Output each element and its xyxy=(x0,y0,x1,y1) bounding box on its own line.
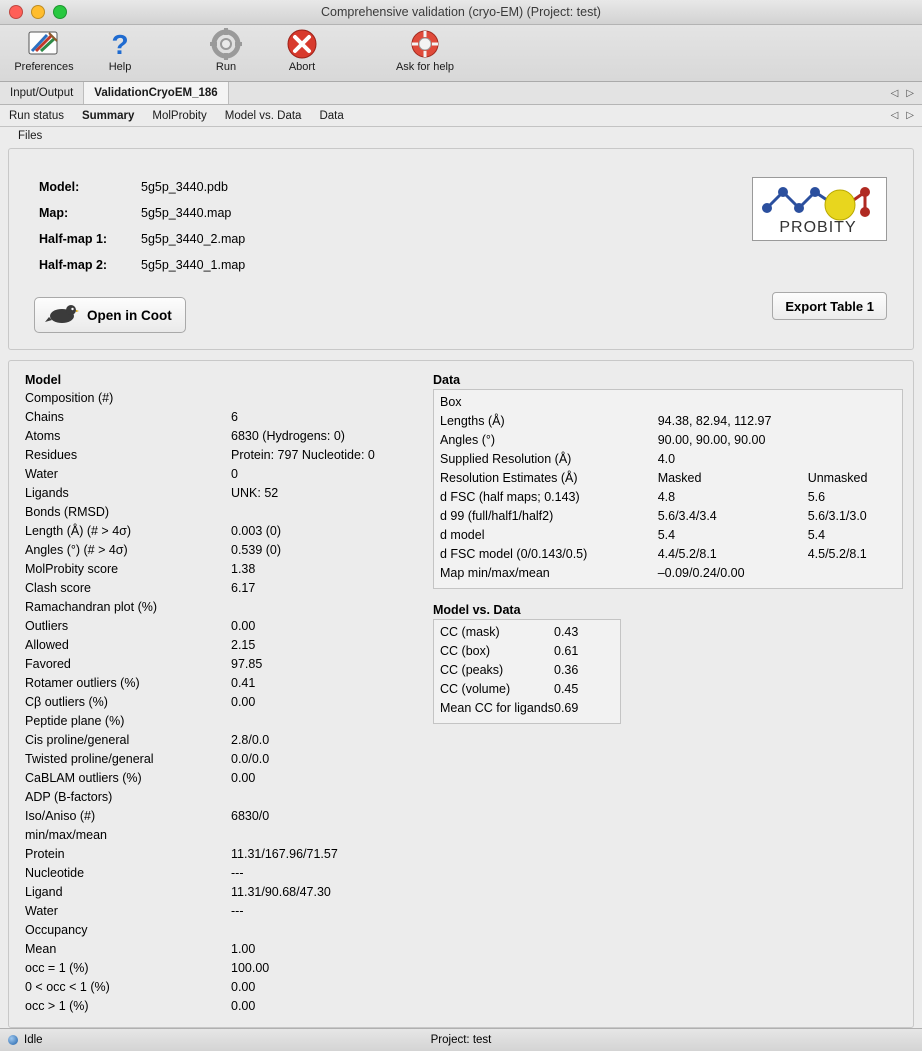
run-button[interactable] xyxy=(188,25,264,82)
model-label: Peptide plane (%) xyxy=(25,714,125,728)
model-value xyxy=(231,712,431,731)
model-value: 0.003 (0) xyxy=(231,524,282,538)
table-row xyxy=(25,617,431,636)
model-label: Water xyxy=(25,904,58,918)
model-label: Residues xyxy=(25,448,78,462)
inner-tab-arrows[interactable] xyxy=(891,105,922,126)
data-label: Resolution Estimates (Å) xyxy=(440,471,578,485)
table-row xyxy=(25,864,431,883)
data-label: d model xyxy=(440,528,485,542)
status-text: Idle xyxy=(24,1034,43,1046)
data-value-unmasked xyxy=(808,450,896,469)
coot-bird-icon xyxy=(45,303,79,328)
model-label: Ramachandran plot (%) xyxy=(25,600,158,614)
model-label: Cis proline/general xyxy=(25,733,130,747)
abort-button[interactable] xyxy=(264,25,340,82)
table-row xyxy=(25,731,431,750)
main-toolbar xyxy=(0,25,922,82)
data-value-masked xyxy=(658,393,808,412)
window-title: Comprehensive validation (cryo-EM) (Project: test) xyxy=(321,5,601,19)
model-label: Twisted proline/general xyxy=(25,752,154,766)
table-row xyxy=(25,921,431,940)
table-row xyxy=(25,598,431,617)
model-vs-data-section-title: Model vs. Data xyxy=(433,603,521,617)
data-value-masked: 4.4/5.2/8.1 xyxy=(657,547,717,561)
preferences-label: Preferences xyxy=(14,61,74,73)
model-label: Occupancy xyxy=(25,923,88,937)
model-label: Length (Å) (# > 4σ) xyxy=(25,524,132,538)
model-label: 0 < occ < 1 (%) xyxy=(25,980,110,994)
table-row xyxy=(440,545,896,564)
model-label: occ > 1 (%) xyxy=(25,999,89,1013)
file-label: Model: xyxy=(39,180,80,194)
data-value-masked: 5.4 xyxy=(657,528,676,542)
model-label: occ = 1 (%) xyxy=(25,961,89,975)
outer-tab-next-icon[interactable]: ▷ xyxy=(906,87,914,99)
mvd-label: CC (volume) xyxy=(440,682,511,696)
outer-tab-prev-icon[interactable]: ◁ xyxy=(890,87,899,99)
mvd-value: 0.43 xyxy=(554,625,579,639)
preferences-icon xyxy=(27,28,61,60)
table-row xyxy=(440,564,896,583)
model-label: Angles (°) (# > 4σ) xyxy=(25,543,128,557)
lifebuoy-icon xyxy=(410,28,440,60)
model-label: Ligand xyxy=(25,885,63,899)
table-row xyxy=(440,623,614,642)
model-value: 6830/0 xyxy=(231,809,270,823)
file-value: 5g5p_3440.pdb xyxy=(141,180,228,194)
table-row xyxy=(440,661,614,680)
table-row xyxy=(25,959,431,978)
model-label: Ligands xyxy=(25,486,69,500)
table-row xyxy=(25,560,431,579)
model-label: CaBLAM outliers (%) xyxy=(25,771,142,785)
model-value: 11.31/167.96/71.57 xyxy=(231,847,338,861)
table-row xyxy=(440,680,614,699)
help-button[interactable] xyxy=(82,25,158,82)
data-label: d FSC model (0/0.143/0.5) xyxy=(440,547,588,561)
ask-for-help-label: Ask for help xyxy=(395,61,455,73)
abort-label: Abort xyxy=(288,61,316,73)
file-value: 5g5p_3440.map xyxy=(141,206,232,220)
table-row xyxy=(440,488,896,507)
table-row xyxy=(25,541,431,560)
model-vs-data-frame xyxy=(433,619,621,724)
file-label: Half-map 1: xyxy=(39,232,108,246)
model-label: Nucleotide xyxy=(25,866,85,880)
inner-tab-bar xyxy=(0,105,922,127)
table-row xyxy=(25,902,431,921)
model-value: 6 xyxy=(231,410,238,424)
data-value-unmasked: 5.6/3.1/3.0 xyxy=(807,509,867,523)
data-label: Angles (°) xyxy=(440,433,496,447)
data-label: d FSC (half maps; 0.143) xyxy=(440,490,580,504)
model-value: 0 xyxy=(231,467,238,481)
table-row xyxy=(440,450,896,469)
table-row xyxy=(25,427,431,446)
molprobity-logo xyxy=(752,177,887,241)
data-table xyxy=(440,393,896,583)
status-project-label: Project: test xyxy=(430,1034,492,1046)
run-label: Run xyxy=(215,61,237,73)
tab-validation-cryoem[interactable]: ValidationCryoEM_186 xyxy=(84,82,228,104)
table-row xyxy=(25,845,431,864)
model-value: 0.00 xyxy=(231,980,256,994)
mvd-value: 0.69 xyxy=(554,701,579,715)
table-row xyxy=(440,507,896,526)
run-icon xyxy=(210,28,242,60)
model-label: Chains xyxy=(25,410,64,424)
file-value: 5g5p_3440_1.map xyxy=(141,258,246,272)
data-value-unmasked xyxy=(808,431,896,450)
file-value: 5g5p_3440_2.map xyxy=(141,232,246,246)
model-label: Outliers xyxy=(25,619,69,633)
model-value: 97.85 xyxy=(231,657,263,671)
model-label: Cβ outliers (%) xyxy=(25,695,108,709)
column-header-masked: Masked xyxy=(657,471,702,485)
model-label: ADP (B-factors) xyxy=(25,790,113,804)
model-value: 2.15 xyxy=(231,638,256,652)
model-label: Allowed xyxy=(25,638,69,652)
tab-data[interactable]: Data xyxy=(319,109,344,122)
table-row xyxy=(25,750,431,769)
mvd-value: 0.61 xyxy=(554,644,579,658)
table-row xyxy=(25,522,431,541)
table-row xyxy=(25,788,431,807)
model-value: 0.00 xyxy=(231,771,256,785)
model-vs-data-table xyxy=(440,623,614,718)
model-label: Rotamer outliers (%) xyxy=(25,676,140,690)
svg-text:PROBITY: PROBITY xyxy=(779,219,857,236)
model-label: MolProbity score xyxy=(25,562,119,576)
model-value xyxy=(231,921,431,940)
inner-tab-next-icon[interactable]: ▷ xyxy=(906,110,914,121)
table-row xyxy=(440,431,896,450)
tab-summary[interactable]: Summary xyxy=(81,109,135,122)
file-row xyxy=(39,252,245,278)
data-value-unmasked: 5.4 xyxy=(807,528,826,542)
model-label: Water xyxy=(25,467,58,481)
table-row xyxy=(25,389,431,408)
file-row xyxy=(39,200,245,226)
model-section-title: Model xyxy=(25,373,62,387)
model-value xyxy=(231,503,431,522)
data-label: Supplied Resolution (Å) xyxy=(440,452,572,466)
model-value: 0.41 xyxy=(231,676,256,690)
open-in-coot-label: Open in Coot xyxy=(87,307,172,323)
data-value-unmasked xyxy=(808,412,896,431)
mvd-label: CC (box) xyxy=(440,644,491,658)
column-header-unmasked: Unmasked xyxy=(807,471,868,485)
table-row xyxy=(25,940,431,959)
svg-text:?: ? xyxy=(111,29,129,59)
table-row xyxy=(440,412,896,431)
model-value xyxy=(231,598,431,617)
data-value-masked: 5.6/3.4/3.4 xyxy=(657,509,717,523)
model-label: Clash score xyxy=(25,581,91,595)
model-label: min/max/mean xyxy=(25,828,107,842)
table-row xyxy=(25,693,431,712)
table-row xyxy=(440,393,896,412)
model-table xyxy=(25,389,431,1016)
model-value: Protein: 797 Nucleotide: 0 xyxy=(231,448,375,462)
model-value: 6.17 xyxy=(231,581,256,595)
model-value: 0.00 xyxy=(231,619,256,633)
table-row xyxy=(440,699,614,718)
outer-tab-bar xyxy=(0,82,922,105)
data-value-unmasked xyxy=(808,564,896,583)
tab-molprobity[interactable]: MolProbity xyxy=(152,109,207,122)
table-row xyxy=(25,579,431,598)
model-label: Protein xyxy=(25,847,65,861)
mvd-value: 0.45 xyxy=(554,682,579,696)
model-value: 1.38 xyxy=(231,562,256,576)
model-value xyxy=(231,389,431,408)
status-bar xyxy=(0,1028,922,1051)
table-row xyxy=(25,503,431,522)
help-icon xyxy=(105,28,135,60)
data-label: Box xyxy=(440,395,462,409)
table-row xyxy=(25,883,431,902)
table-row xyxy=(25,807,431,826)
model-section xyxy=(25,373,431,1016)
title-bar xyxy=(0,0,922,25)
data-value-unmasked: 4.5/5.2/8.1 xyxy=(807,547,867,561)
model-label: Atoms xyxy=(25,429,61,443)
export-table-button[interactable]: Export Table 1 xyxy=(772,292,887,320)
preferences-button[interactable] xyxy=(6,25,82,82)
model-value: 11.31/90.68/47.30 xyxy=(231,885,331,899)
files-section-header: Files xyxy=(0,127,922,145)
data-value-unmasked xyxy=(808,393,896,412)
file-label: Half-map 2: xyxy=(39,258,108,272)
model-label: Composition (#) xyxy=(25,391,114,405)
data-value-masked: 94.38, 82.94, 112.97 xyxy=(657,414,772,428)
table-row xyxy=(25,484,431,503)
file-list xyxy=(39,174,245,278)
mvd-label: Mean CC for ligands xyxy=(440,701,554,715)
model-value: --- xyxy=(231,904,244,918)
data-label: Map min/max/mean xyxy=(440,566,550,580)
model-value: 0.539 (0) xyxy=(231,543,282,557)
table-row xyxy=(25,826,431,845)
table-row xyxy=(25,769,431,788)
outer-tab-arrows[interactable] xyxy=(891,82,922,104)
table-row xyxy=(25,997,431,1016)
data-value-masked: 4.0 xyxy=(657,452,676,466)
table-row xyxy=(25,655,431,674)
abort-icon xyxy=(286,28,318,60)
table-row xyxy=(25,978,431,997)
table-row xyxy=(440,642,614,661)
data-label: d 99 (full/half1/half2) xyxy=(440,509,554,523)
table-row xyxy=(440,526,896,545)
model-value: 2.8/0.0 xyxy=(231,733,270,747)
table-row xyxy=(440,469,896,488)
files-panel xyxy=(8,148,914,350)
help-label: Help xyxy=(108,61,132,73)
table-row xyxy=(25,674,431,693)
model-value: UNK: 52 xyxy=(231,486,279,500)
model-value: 0.00 xyxy=(231,999,256,1013)
model-label: Iso/Aniso (#) xyxy=(25,809,96,823)
table-row xyxy=(25,636,431,655)
model-value: 6830 (Hydrogens: 0) xyxy=(231,429,345,443)
file-row xyxy=(39,174,245,200)
tab-run-status[interactable]: Run status xyxy=(9,109,64,122)
data-section-title: Data xyxy=(433,373,461,387)
data-value-masked: –0.09/0.24/0.00 xyxy=(657,566,745,580)
mvd-value: 0.36 xyxy=(554,663,579,677)
mvd-label: CC (mask) xyxy=(440,625,500,639)
data-value-unmasked: 5.6 xyxy=(807,490,826,504)
table-row xyxy=(25,408,431,427)
statistics-panel xyxy=(8,360,914,1028)
model-value xyxy=(231,826,431,845)
model-value xyxy=(231,788,431,807)
table-row xyxy=(25,446,431,465)
model-value: --- xyxy=(231,866,244,880)
tab-model-vs-data[interactable]: Model vs. Data xyxy=(224,109,302,122)
model-value: 0.00 xyxy=(231,695,256,709)
tab-input-output[interactable]: Input/Output xyxy=(0,82,84,104)
data-label: Lengths (Å) xyxy=(440,414,505,428)
model-label: Bonds (RMSD) xyxy=(25,505,110,519)
model-value: 0.0/0.0 xyxy=(231,752,270,766)
data-section xyxy=(433,373,903,724)
data-value-masked: 4.8 xyxy=(657,490,676,504)
open-in-coot-button[interactable] xyxy=(34,297,186,333)
ask-for-help-button[interactable] xyxy=(370,25,480,82)
data-value-masked: 90.00, 90.00, 90.00 xyxy=(657,433,766,447)
mvd-label: CC (peaks) xyxy=(440,663,504,677)
table-row xyxy=(25,712,431,731)
data-table-frame xyxy=(433,389,903,589)
table-row xyxy=(25,465,431,484)
model-label: Favored xyxy=(25,657,71,671)
file-row xyxy=(39,226,245,252)
model-label: Mean xyxy=(25,942,57,956)
model-value: 100.00 xyxy=(231,961,270,975)
model-value: 1.00 xyxy=(231,942,256,956)
inner-tab-prev-icon[interactable]: ◁ xyxy=(890,110,899,121)
file-label: Map: xyxy=(39,206,69,220)
